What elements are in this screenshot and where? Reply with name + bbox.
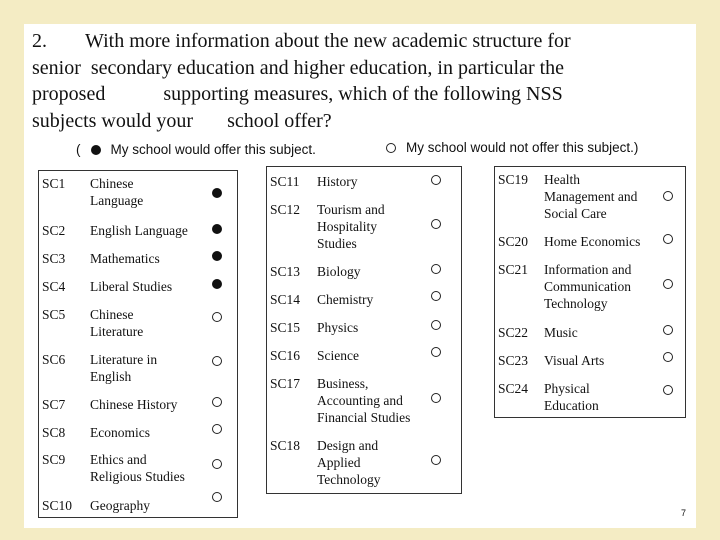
filled-circle-icon — [91, 145, 101, 155]
question-line-4: subjects would your school offer? — [32, 109, 332, 132]
not-offered-radio[interactable] — [212, 459, 222, 469]
not-offered-radio[interactable] — [212, 312, 222, 322]
question-line-2: senior secondary education and higher education, in particular the — [32, 56, 565, 79]
hollow-circle-icon — [386, 143, 396, 153]
subject-column-2: SC11 History SC12 Tourism and Hospitality Studies SC13 Biology SC14 Chemistry SC15 Physics SC16 Science SC17 Business, Accounting and Financial Studies SC18 Design and Applied Technology — [266, 166, 462, 494]
not-offered-radio[interactable] — [663, 279, 673, 289]
document-page — [24, 24, 696, 528]
offered-radio[interactable] — [212, 279, 222, 289]
not-offered-radio[interactable] — [663, 385, 673, 395]
not-offered-radio[interactable] — [212, 397, 222, 407]
not-offered-radio[interactable] — [663, 325, 673, 335]
not-offered-radio[interactable] — [663, 234, 673, 244]
not-offered-radio[interactable] — [663, 191, 673, 201]
not-offered-radio[interactable] — [663, 352, 673, 362]
not-offered-radio[interactable] — [431, 219, 441, 229]
question-line-1: 2. With more information about the new academic structure for — [32, 30, 571, 52]
not-offered-radio[interactable] — [431, 264, 441, 274]
legend-offer-label: My school would offer this subject. — [110, 142, 316, 157]
not-offered-radio[interactable] — [212, 424, 222, 434]
legend-not-offer — [386, 140, 638, 155]
legend-not-offer-label: My school would not offer this subject.) — [406, 140, 639, 155]
legend-offer: ( My school would offer this subject. — [76, 142, 316, 157]
not-offered-radio[interactable] — [431, 455, 441, 465]
offered-radio[interactable] — [212, 188, 222, 198]
offered-radio[interactable] — [212, 224, 222, 234]
not-offered-radio[interactable] — [431, 175, 441, 185]
not-offered-radio[interactable] — [431, 347, 441, 357]
subject-column-3: SC19 Health Management and Social Care SC20 Home Economics SC21 Information and Communication Technology SC22 Music SC23 Visual Arts SC24 Physical Education — [494, 166, 686, 418]
question-text — [32, 28, 682, 134]
subject-column-1: SC1 Chinese Language SC2 English Language SC3 Mathematics SC4 Liberal Studies SC5 Chinese Literature SC6 Literature in English SC7 Chinese History SC8 Economics SC9 Ethics and Religious Studies SC10 Geography — [38, 170, 238, 518]
page-number: 7 — [680, 508, 686, 518]
not-offered-radio[interactable] — [431, 393, 441, 403]
not-offered-radio[interactable] — [431, 320, 441, 330]
question-line-3: proposed supporting measures, which of the following NSS — [32, 83, 563, 105]
offered-radio[interactable] — [212, 251, 222, 261]
not-offered-radio[interactable] — [212, 356, 222, 366]
not-offered-radio[interactable] — [212, 492, 222, 502]
question-number: 2. — [32, 30, 47, 52]
not-offered-radio[interactable] — [431, 291, 441, 301]
